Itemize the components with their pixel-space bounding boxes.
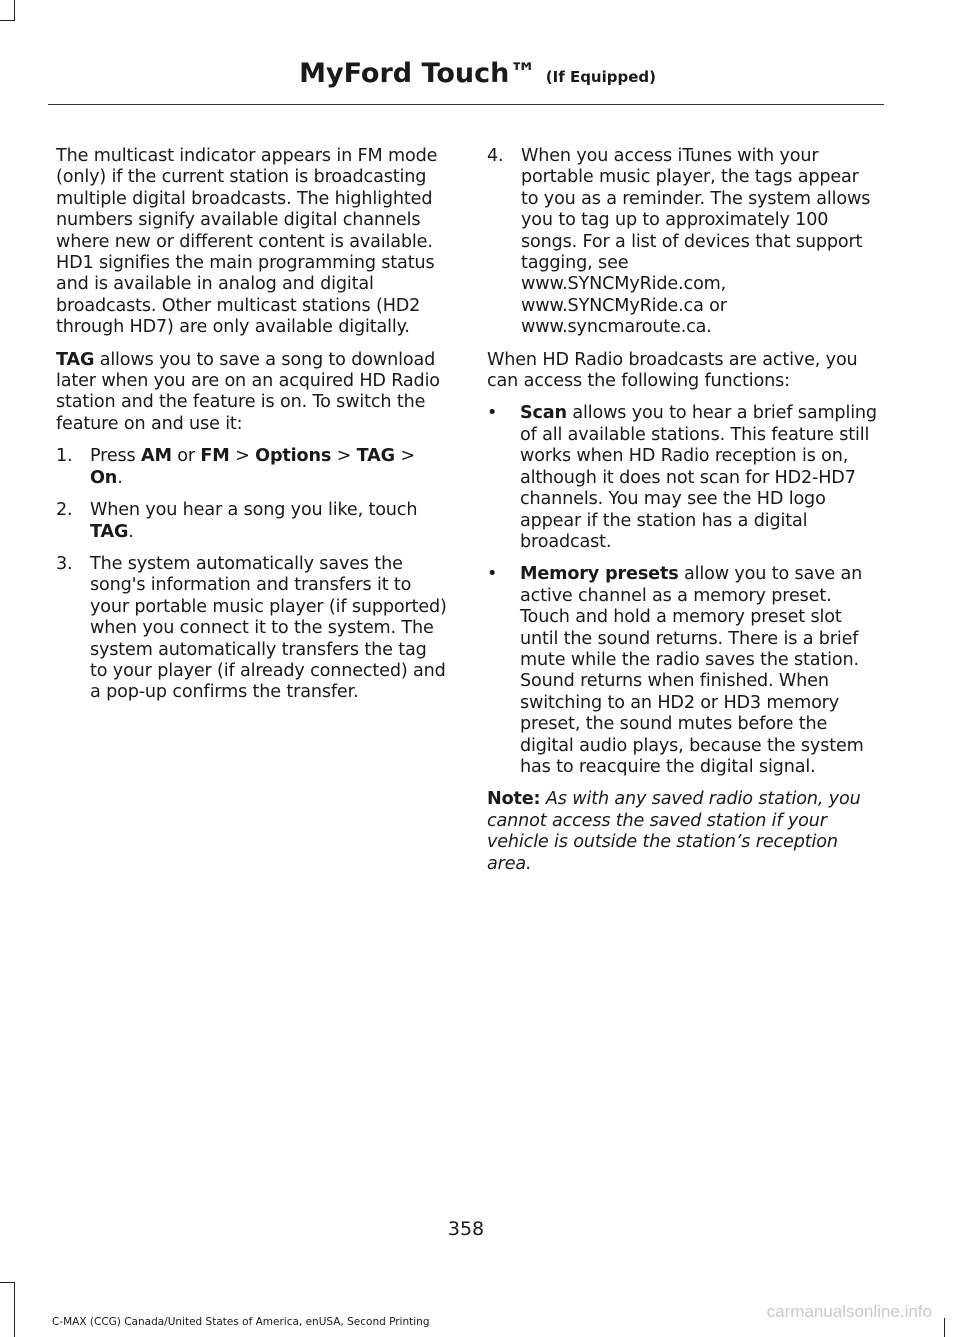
watermark: carmanualsonline.info (766, 1302, 932, 1321)
step-1-on: On (90, 467, 118, 488)
step-2-end: . (128, 521, 134, 542)
page-number: 358 (447, 1218, 485, 1240)
step-4-number: 4. (487, 146, 504, 166)
header-title-text: MyFord Touch™ (299, 58, 537, 89)
footer-print-info: C-MAX (CCG) Canada/United States of America, enUSA, Second Printing (52, 1316, 430, 1328)
memory-presets-text: allow you to save an active channel as a memory preset. Touch and hold a memory preset slot until the sound returns. There is a brief mute while the radio saves the station. Sound returns when finished. When switching to an HD2 or HD3 memory preset, the sound mutes before the digital audio plays, because the system has to reacquire the digital signal. (520, 564, 864, 777)
step-1-sep3: > (394, 446, 415, 467)
bullet-memory-presets (487, 564, 881, 778)
bullet-scan (487, 403, 881, 553)
hd-functions-list (487, 403, 881, 778)
step-1-end: . (117, 467, 123, 488)
tag-term: TAG (56, 349, 95, 370)
scan-term: Scan (520, 403, 567, 424)
multicast-paragraph: The multicast indicator appears in FM mode (only) if the current station is broadcasting multiple digital broadcasts. The highlighted numbers signify available digital channels where new or different content is available. HD1 signifies the main programming status and is available in analog and digital broadcasts. Other multicast stations (HD2 through HD7) are only available digitally. (56, 146, 438, 338)
tag-steps-list-continued (487, 146, 881, 339)
url-syncmyride-com[interactable]: www.SYNCMyRide.com, (521, 274, 727, 295)
tag-steps-list (56, 446, 448, 703)
step-2-number: 2. (56, 500, 73, 521)
memory-presets-term: Memory presets (520, 564, 679, 585)
note-paragraph (487, 789, 881, 875)
crop-mark-bottom-left-v (14, 1282, 15, 1337)
tag-paragraph-text: allows you to save a song to download later when you are on an acquired HD Radio station and the feature is on. To switch the feature on and use it: (56, 349, 440, 434)
bullet-mark: • (487, 564, 498, 585)
crop-mark-bottom-left-h (0, 1282, 15, 1283)
step-2-text: When you hear a song you like, touch (90, 500, 418, 521)
header-title-suffix: (If Equipped) (545, 68, 656, 86)
step-1-number: 1. (56, 446, 73, 467)
page-header-title (299, 58, 656, 89)
step-2-tag: TAG (90, 521, 129, 542)
step-3-text: The system automatically saves the song's information and transfers it to your portable music player (if supported) when you connect it to the system. The system automatically transfers the tag to your player (if already connected) and a pop-up confirms the transfer. (90, 553, 447, 703)
step-1-options: Options (255, 446, 332, 467)
url-syncmyride-ca[interactable]: www.SYNCMyRide.ca or (521, 295, 727, 316)
step-2 (56, 500, 448, 543)
step-1-fm: FM (200, 446, 230, 467)
step-1-or: or (171, 446, 201, 467)
step-1-sep2: > (331, 446, 357, 467)
step-1-sep1: > (229, 446, 256, 467)
step-1-press: Press (90, 446, 141, 467)
url-syncmaroute-ca[interactable]: www.syncmaroute.ca. (521, 317, 712, 338)
note-label: Note: (487, 789, 541, 810)
tag-paragraph (56, 350, 448, 436)
header-rule (48, 104, 884, 105)
note-text: As with any saved radio station, you cannot access the saved station if your vehicle is outside the station’s reception area. (487, 789, 861, 874)
step-1-tag: TAG (356, 446, 395, 467)
step-3 (56, 554, 448, 704)
step-1 (56, 446, 448, 489)
step-4 (487, 146, 881, 339)
crop-mark-bottom-right-v (944, 1318, 945, 1337)
hd-functions-paragraph: When HD Radio broadcasts are active, you can access the following functions: (487, 349, 858, 392)
step-3-number: 3. (56, 553, 73, 574)
bullet-mark: • (487, 403, 498, 424)
crop-mark-top-left-h (0, 20, 15, 21)
step-1-am: AM (141, 446, 172, 467)
step-4-text: When you access iTunes with your portable music player, the tags appear to you as a reminder. The system allows you to tag up to approximately 100 songs. For a list of devices that support tagging, see (521, 146, 871, 274)
right-column (487, 146, 881, 886)
crop-mark-top-left-v (14, 0, 15, 20)
scan-text: allows you to hear a brief sampling of all available stations. This feature still works when HD Radio reception is on, although it does not scan for HD2-HD7 channels. You may see the HD logo appear if the station has a digital broadcast. (520, 403, 877, 552)
left-column (56, 146, 448, 715)
